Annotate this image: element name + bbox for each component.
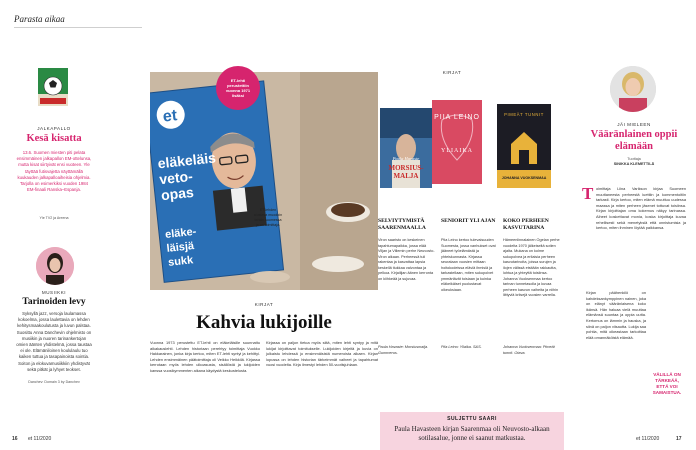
left-issue: et 11/2020 (28, 436, 52, 442)
item1-body: 13.6. Suomen miesten piti pelata ensimmäinen jalkapallon EM-ottelunsa, mutta kisat siirtyivät ensi vuoteen. Yle täyttää futisvajetta näyttämällä kuukauden jalkapalloaiheisia ohjelmia. Tarjolla on esimerkiksi vuoden 1984 EM-finaali Ranska–Espanja. (16, 150, 92, 193)
item2-body: Syksyllä jazz, versoja laulamassa kokoelma, jossa laulettavia on lehden kehitysmaakoulutusta ja luvun palstaa. Suosittu Anna Danchevin ohjelmisto on musiikin ja nuoren tarinankertojan omien äänten yhdistelmä, jossa taustaa ei ole. Elämäniloinen koululaulu tuo kaiken tuttua ja tasapainoista sointia. Soiton ja elokuvamusiikkiin yhdistyvät sekä pitkät ja lyhyet teokset. (16, 311, 92, 372)
book1-body: Viron saaristo on keskeinen tapahtumapaikka, jossa elää Viljan ja Villemin perhe Neuvosto-Viron aikaan. Perheessä tuli rakentaa ja kasvattaa lapsia keskellä tiukkaa valvontaa ja pelkoa. Kirjailijan äänen kerronta on kiihkeää ja sujuvaa. (378, 238, 435, 281)
book3-cover-author: JOHANNA VUOKSENMAA (501, 176, 547, 180)
book2-cover-title: YLIAIKA (441, 148, 473, 154)
book1-cover-title: MORSIUS-MALJA (388, 164, 424, 180)
main-headline: Kahvia lukijoille (196, 312, 332, 333)
book3-cover-title: PIMEÄT TUNNIT (504, 112, 544, 117)
right-page-number: 17 (676, 436, 682, 442)
svg-text:läisjä: läisjä (166, 240, 195, 255)
item1-kicker: JALKAPALLO (37, 126, 71, 131)
main-body-col2: Kirjassa on paljon tietoa myös siitä, miten lehti syntyy ja mitä lukijat kirjoittavat toimitukselle. Lukijoiden kirjeitä ja kuvia on julkaistu lehdessä jo ensimmäisistä numeroista alkaen. Kirjan lopussa on lehden historian tärkeimmät vaiheet ja tapahtumat vuosi vuodelta. Kirja ilmestyi lehden 50-vuotisjuhlaan. (266, 340, 378, 368)
column-kicker: JÄI MIELEEN (617, 122, 651, 127)
item1-credit: Yle TV2 ja Areena (39, 216, 69, 220)
svg-text:sukk: sukk (167, 254, 194, 269)
section-title: Parasta aikaa (14, 14, 65, 24)
book2-title: SENIORIT YLI AJAN (441, 218, 496, 224)
main-body-col1: Vuonna 1973 perustettu ET-lehti on eläkeläisille suunnattu aikakauslehti. Lehden historiaan perehtyy toimittaja Vuokko Hakkarainen, jonka kirja kertoo, miten ET-lehti syntyi ja kehittyi. Lehden ensimmäinen päätoimittaja oli Veikko Heikkilä. Kirjassa kerrotaan myös lehden ulkoasusta, sisällöstä ja lukijoiden kanssa vuosikymmenten aikana käydystä keskustelusta. (150, 340, 260, 373)
side-note: ET-lehden alustava muodoin tehtiin suomessa ja on toimittaja. (253, 208, 283, 227)
book2-credit: Piia Leino: Yliaika. S&S. (441, 345, 482, 349)
item2-headline: Tarinoiden levy (22, 297, 86, 307)
book2-cover-author: PIIA LEINO (434, 114, 480, 121)
book1-credit: Paula Havaste: Morsiusmalja. Gummerus. (378, 345, 429, 355)
book1-cover (380, 108, 432, 188)
item1-headline: Kesä kisatta (26, 133, 82, 144)
magazine-photo (150, 72, 378, 290)
column-byline-name: SINIKKA KLEMETTILÄ (613, 162, 655, 166)
sidebar-box-kicker: SULJETTU SAARI (447, 416, 497, 422)
main-kicker: KIRJAT (254, 302, 274, 307)
book3-credit: Johanna Vuoksenmaa: Pimeät tunnit. Otava. (503, 345, 555, 355)
svg-text:eläkeläis: eläkeläis (156, 149, 217, 172)
cover-badge (216, 66, 260, 110)
section-rule (14, 27, 142, 28)
book3-title: KOKO PERHEEN KASVUTARINA (503, 218, 549, 231)
item2-credit: Danchev: Domain 3 by Danchev (28, 380, 80, 384)
column-headline: Vääränlainen oppii elämään (590, 129, 678, 152)
column-body-col2: Kirjan päähenkilö on kahdeksankymppinen nainen, joka on elänyt vääränlaisena koko ikänsä. Hän haluaa vielä muuttaa elämänsä suuntaa ja oppia uutta. Kertomus on lämmin ja hauska, ja siinä on paljon viisautta. Lukija saa pohtia, mitä oikeastaan tarkoittaa elää omannäköistä elämää. (586, 290, 646, 340)
cover-badge-text: ET-lehti perustettiin vuonna 1971 lisäksi (225, 78, 251, 98)
svg-text:veto-: veto- (158, 167, 194, 188)
book1-title: SELVIYTYMISTÄ SAARENMAALLA (378, 218, 426, 231)
book3-cover (497, 104, 551, 188)
column-quote: VÄLILLÄ ON TÄRKEÄÄ, ETTÄ VOI SAMAISTUA. (652, 372, 682, 395)
left-page-number: 16 (12, 436, 18, 442)
svg-text:et: et (162, 107, 178, 126)
sidebar-box-text: Paula Havasteen kirjan Saarenmaa oli Neuvosto-alkaan sotilasalue, jonne ei saanut matkustaa. (394, 425, 550, 442)
books-kicker: KIRJAT (442, 70, 462, 75)
book2-body: Piia Leino kertoo tulevaisuuden Suomesta, jossa vanhukset ovat jääneet työelämästä ja yhteiskunnasta. Kirjassa seurataan vuosien mittaan hoitokodeissa eläviä ihmisiä ja tarkastellaan, miten sukupolvet ymmärtävät toisiaan ja kuinka eläkeikäiset puolustavat oikeuksiaan. (441, 238, 496, 292)
item2-kicker: MUSIIKKI (41, 290, 67, 295)
column-dropcap: T (582, 184, 594, 203)
column-body-col1: oimittaja Liina Varikson kirjaa Suomeen muuttaneesta perheestä luettiin ja kommentoitiin tarkasti. Kirja kertoo, miten elämä muuttuu uudessa maassa ja miten perheen jäsenet tottuvat toisiinsa. Kirjan kirjoittajan oma kokemus näkyy tarinassa. Aiheet koskettavat monia, koska kirjoittaja kuvaa rehellisesti sekä menetyksiä että onnistumisia ja kertoo, miten ihminen löytää paikkansa. (596, 186, 686, 231)
svg-text:opas: opas (160, 183, 195, 204)
right-issue: et 11/2020 (636, 436, 660, 442)
columnist-photo (610, 66, 656, 112)
book2-cover (432, 100, 482, 184)
football-photo (38, 68, 68, 106)
book1-cover-author: Paula Havaste (392, 156, 420, 161)
musician-photo (36, 247, 74, 285)
column-byline-label: Tuottaja (627, 157, 641, 161)
sidebar-box (380, 412, 564, 450)
book3-body: Hämeenlinnalainen Ogelan perhe vuodelta 1970 jälkeiseltä sotien ajalta. Mukana on kolme sukupolvea ja erilaisia perheen kasvutarinoita, joissa surujen ja ilojen välissä etsitään rakkautta, lohtua ja yhteyttä toisiinsa. Johanna Vuoksenmaa kertoo tarinan tunnetasolla ja kuvaa perheen kasvun vaiheita ja niihin liittyviä kriisejä vuosien varrella. (503, 238, 560, 297)
svg-text:eläke-: eläke- (164, 225, 197, 241)
